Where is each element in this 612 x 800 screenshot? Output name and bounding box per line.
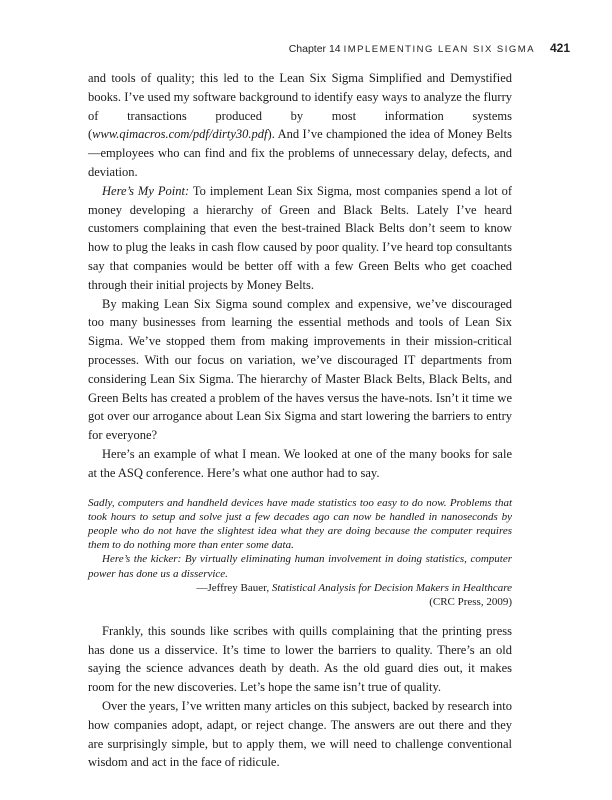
- quote-publisher: (CRC Press, 2009): [429, 596, 512, 609]
- paragraph-6: Over the years, I’ve written many articles on this subject, backed by research into how companies adopt, adapt, or reject change. The answers are out there and they are surprisingly simple, but to apply them, we will need to challenge conventional wisdom and act in the face of ridicule.: [88, 698, 512, 770]
- heres-my-point-lead: Here’s My Point:: [102, 183, 190, 198]
- paragraph-5: Frankly, this sounds like scribes with quills complaining that the printing press has done us a disservice. It’s time to lower the barriers to quality. There’s an old saying the science advances death by death. As the old guard dies out, it makes room for the new discoveries. Let’s hope the same isn’t true of quality.: [88, 623, 512, 695]
- page-number: 421: [549, 41, 570, 55]
- quote-author: —Jeffrey Bauer,: [196, 581, 272, 594]
- quote-paragraph-1: Sadly, computers and handheld devices have made statistics too easy to do now. Problems that took hours to setup and solve just a few decades ago can now be handled in nanoseconds by people who do not have the slightest idea what they are doing because the computer requires them to do nothing more than enter some data.: [88, 496, 512, 552]
- paragraph-4: Here’s an example of what I mean. We looked at one of the many books for sale at the ASQ conference. Here’s what one author had to say.: [88, 446, 512, 480]
- paragraph-2: [88, 182, 512, 295]
- quote-attribution: [88, 581, 512, 610]
- block-quote: [88, 496, 512, 610]
- paragraph-2-text: To implement Lean Six Sigma, most companies spend a lot of money developing a hierarchy of Green and Black Belts. Lately I’ve heard customers complaining that even the best-trained Black Belts don’t seem to know how to plug the leaks in cash flow caused by poor quality. I’ve heard top consultants say that companies would be better off with a few Green Belts who get coached through their initial projects by Money Belts.: [88, 183, 512, 292]
- chapter-label: Chapter 14: [288, 43, 341, 55]
- paragraph-1: [88, 69, 512, 182]
- quote-paragraph-2: Here’s the kicker: By virtually eliminating human involvement in doing statistics, computer power has done us a disservice.: [88, 553, 512, 580]
- page-body: [88, 69, 512, 772]
- dirty30-link[interactable]: www.qimacros.com/pdf/dirty30.pdf: [92, 127, 268, 142]
- paragraph-1-text-start: and tools of quality; this led to the Lean Six Sigma Simplified and Demystified books. I’ve used my software background to identify easy ways to analyze the flurry of transactions produced by most information systems (: [88, 71, 512, 142]
- chapter-title: IMPLEMENTING LEAN SIX SIGMA: [343, 44, 536, 55]
- paragraph-1-text-end: ). And I’ve championed the idea of Money Belts—employees who can find and fix the problems of unnecessary delay, defects, and deviation.: [88, 127, 512, 179]
- paragraph-3: By making Lean Six Sigma sound complex and expensive, we’ve discouraged too many businesses from learning the essential methods and tools of Lean Six Sigma. We’ve stopped them from making improvements in their mission-critical processes. With our focus on variation, we’ve discouraged IT departments from considering Lean Six Sigma. The hierarchy of Master Black Belts, Black Belts, and Green Belts has created a problem of the haves versus the have-nots. Isn’t it time we got over our arrogance about Lean Six Sigma and start lowering the barriers to entry for everyone?: [88, 296, 512, 443]
- quote-book-title: Statistical Analysis for Decision Makers in Healthcare: [271, 581, 512, 594]
- running-header: [289, 41, 570, 55]
